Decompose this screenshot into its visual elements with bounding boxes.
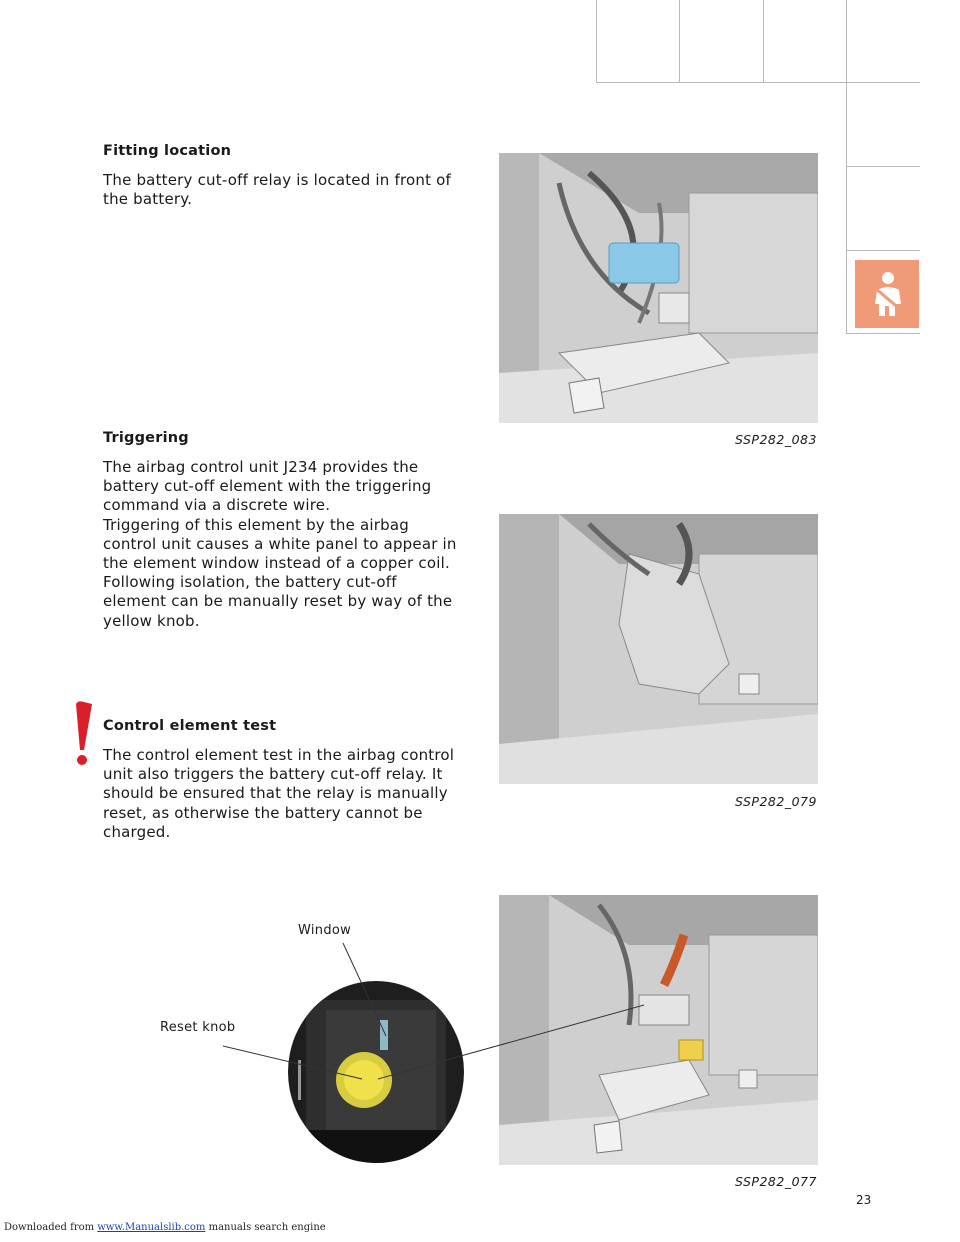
text-line: Following isolation, the battery cut-off xyxy=(103,573,397,592)
text-line: reset, as otherwise the battery cannot be xyxy=(103,803,423,822)
control-test-heading: Control element test xyxy=(103,718,277,734)
text-line: battery cut-off element with the triggering xyxy=(103,477,432,496)
text-line: the battery. xyxy=(103,190,193,209)
text-line: The battery cut-off relay is located in front of xyxy=(103,171,451,189)
text-line: should be ensured that the relay is manually xyxy=(103,784,448,803)
footer-link[interactable]: www.Manualslib.com xyxy=(97,1222,206,1233)
footer-suffix: manuals search engine xyxy=(205,1222,326,1233)
text-line: the element window instead of a copper coil. xyxy=(103,554,450,573)
text-line: Triggering of this element by the airbag xyxy=(103,515,409,534)
footer xyxy=(4,1222,326,1233)
page-number: 23 xyxy=(856,1193,872,1207)
text-line: The airbag control unit J234 provides the xyxy=(103,458,419,476)
text-line: element can be manually reset by way of the xyxy=(103,592,453,611)
text-line: command via a discrete wire. xyxy=(103,496,331,515)
text-line: yellow knob. xyxy=(103,611,200,630)
reset-knob-label: Reset knob xyxy=(160,1020,236,1035)
footer-prefix: Downloaded from xyxy=(4,1222,98,1233)
caption-fig3: SSP282_077 xyxy=(735,1174,817,1189)
text-line: unit also triggers the battery cut-off relay. It xyxy=(103,765,443,784)
text-line: charged. xyxy=(103,822,171,841)
window-label: Window xyxy=(298,923,352,938)
caption-fig2: SSP282_079 xyxy=(735,794,817,809)
text-line: The control element test in the airbag control xyxy=(103,746,455,764)
fitting-heading: Fitting location xyxy=(103,143,232,159)
text-line: control unit causes a white panel to appear in xyxy=(103,534,457,553)
triggering-heading: Triggering xyxy=(103,430,189,446)
caption-fig1: SSP282_083 xyxy=(735,432,817,447)
